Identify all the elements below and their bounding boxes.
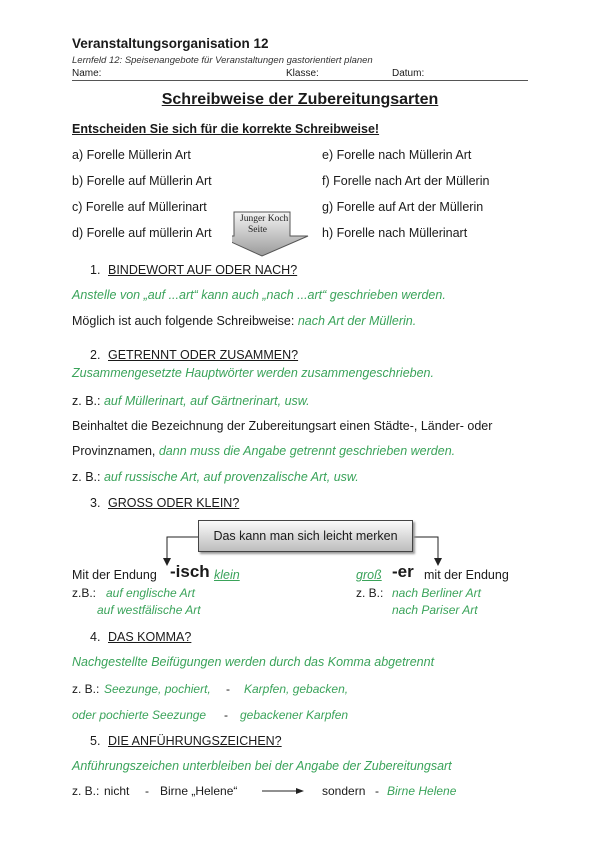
section-4-rule: Nachgestellte Beifügungen werden durch das Komma abgetrennt	[72, 655, 435, 669]
section-5-nicht: nicht	[104, 784, 130, 798]
right-ending: -er	[392, 562, 414, 581]
option-h: h) Forelle nach Müllerinart	[322, 226, 468, 240]
right-example-1: nach Berliner Art	[392, 586, 481, 600]
section-2-number: 2.	[90, 348, 101, 362]
section-4-example-2a: oder pochierte Seezunge	[72, 708, 207, 722]
junger-koch-arrow	[232, 210, 312, 258]
right-word-gross: groß	[356, 568, 382, 582]
section-1-heading: BINDEWORT AUF ODER NACH?	[108, 263, 298, 277]
option-f: f) Forelle nach Art der Müllerin	[322, 174, 490, 188]
section-5-rule: Anführungszeichen unterbleiben bei der Angabe der Zubereitungsart	[72, 759, 452, 773]
section-5-zb: z. B.:	[72, 784, 100, 798]
merk-box-text: Das kann man sich leicht merken	[213, 529, 398, 543]
section-2-paragraph-2-prefix: Provinznamen,	[72, 444, 156, 458]
section-4-dash-2: -	[224, 708, 228, 722]
junger-koch-label: Junger Koch	[240, 214, 289, 224]
section-5-wrong-example: Birne „Helene“	[160, 784, 238, 798]
section-2-example-1	[72, 394, 310, 408]
section-4-number: 4.	[90, 630, 101, 644]
section-5-dash-1: -	[145, 784, 149, 798]
section-5-right-example: Birne Helene	[387, 784, 457, 798]
section-2-paragraph-2	[72, 444, 455, 458]
option-c: c) Forelle auf Müllerinart	[72, 200, 207, 214]
left-ending-prefix: Mit der Endung	[72, 568, 157, 582]
lernfeld-subtitle: Lernfeld 12: Speisenangebote für Veranstaltungen gastorientiert planen	[72, 55, 373, 66]
section-3-number: 3.	[90, 496, 101, 510]
left-ending: -isch	[170, 562, 210, 581]
option-d: d) Forelle auf müllerin Art	[72, 226, 212, 240]
section-1-example: nach Art der Müllerin.	[297, 314, 417, 328]
section-5-dash-2: -	[375, 784, 379, 798]
class-label: Klasse:	[286, 68, 319, 79]
left-example-1: auf englische Art	[106, 586, 195, 600]
seite-label: Seite	[248, 225, 267, 235]
course-title: Veranstaltungsorganisation 12	[72, 36, 269, 51]
section-5-number: 5.	[90, 734, 101, 748]
section-2-example-1-text: auf Müllerinart, auf Gärtnerinart, usw.	[103, 394, 310, 408]
task-instruction: Entscheiden Sie sich für die korrekte Schreibweise!	[72, 122, 380, 136]
section-1-line-prefix: Möglich ist auch folgende Schreibweise:	[72, 314, 295, 328]
name-label: Name:	[72, 68, 102, 79]
option-b: b) Forelle auf Müllerin Art	[72, 174, 212, 188]
section-2-paragraph-1: Beinhaltet die Bezeichnung der Zubereitungsart einen Städte-, Länder- oder	[72, 419, 493, 433]
option-g: g) Forelle auf Art der Müllerin	[322, 200, 484, 214]
page-title: Schreibweise der Zubereitungsarten	[161, 91, 439, 108]
merk-box	[198, 520, 413, 552]
section-2-rule: Zusammengesetzte Hauptwörter werden zusammengeschrieben.	[72, 366, 434, 380]
section-4-heading: DAS KOMMA?	[108, 630, 192, 644]
section-4-example-2b: gebackener Karpfen	[240, 708, 349, 722]
left-zb: z.B.:	[72, 586, 97, 600]
section-4-example-1b: Karpfen, gebacken,	[244, 682, 349, 696]
section-5-heading: DIE ANFÜHRUNGSZEICHEN?	[108, 734, 282, 748]
section-1-rule: Anstelle von „auf ...art“ kann auch „nach ...art“ geschrieben werden.	[72, 288, 446, 302]
left-example-2: auf westfälische Art	[97, 603, 201, 617]
right-arrow-icon	[262, 785, 304, 797]
zb-label: z. B.:	[72, 394, 101, 408]
section-4-dash-1: -	[226, 682, 230, 696]
section-2-example-2	[72, 470, 359, 484]
right-ending-suffix: mit der Endung	[424, 568, 509, 582]
header-rule	[72, 80, 528, 81]
section-2-paragraph-2-green: dann muss die Angabe getrennt geschrieben werden.	[158, 444, 456, 458]
section-3-heading: GROSS ODER KLEIN?	[108, 496, 240, 510]
section-1-number: 1.	[90, 263, 101, 277]
option-a: a) Forelle Müllerin Art	[72, 148, 191, 162]
section-2-heading: GETRENNT ODER ZUSAMMEN?	[108, 348, 299, 362]
right-example-2: nach Pariser Art	[392, 603, 478, 617]
left-word-klein: klein	[214, 568, 240, 582]
section-4-zb: z. B.:	[72, 682, 100, 696]
right-zb: z. B.:	[356, 586, 384, 600]
section-1-line	[72, 314, 416, 328]
section-4-example-1a: Seezunge, pochiert,	[104, 682, 211, 696]
zb-label: z. B.:	[72, 470, 101, 484]
date-label: Datum:	[392, 68, 425, 79]
section-5-sondern: sondern	[322, 784, 366, 798]
option-e: e) Forelle nach Müllerin Art	[322, 148, 472, 162]
section-2-example-2-text: auf russische Art, auf provenzalische Art, usw.	[103, 470, 359, 484]
